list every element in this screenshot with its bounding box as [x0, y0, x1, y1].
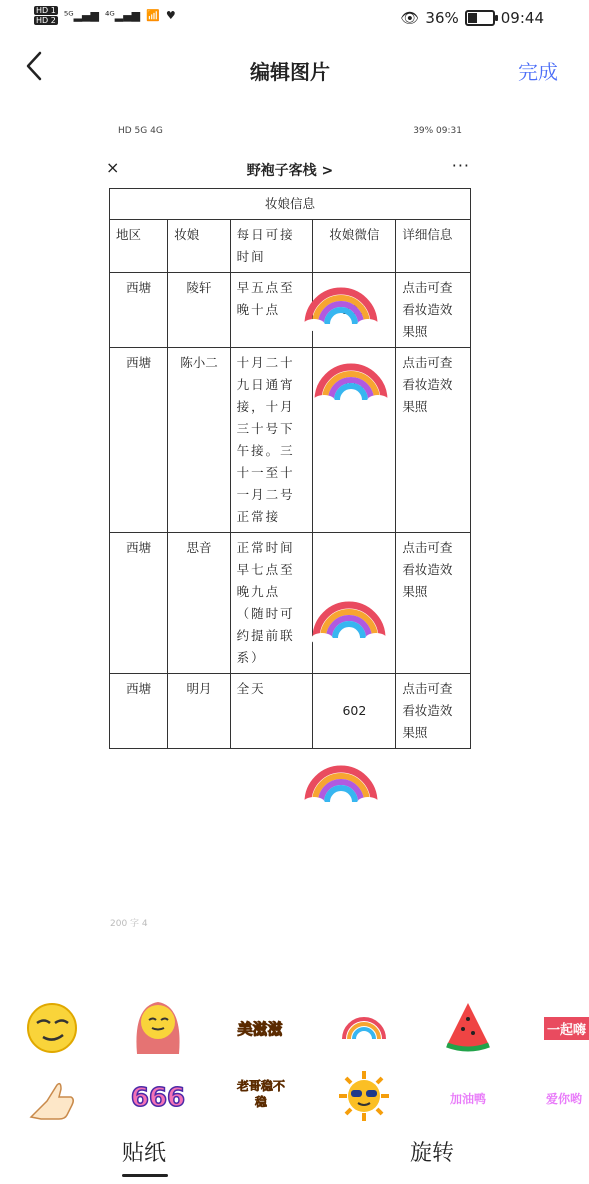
laogeweng-sticker[interactable]	[236, 1066, 286, 1122]
wifi-icon: 📶	[146, 9, 160, 22]
cell-artist: 思音	[168, 533, 230, 674]
signal-icon-2: ⁴ᴳ▂▄▆	[104, 9, 141, 22]
makeup-artist-table	[109, 188, 471, 749]
edited-image[interactable]	[106, 120, 474, 840]
faint-caption: 200 字 4	[110, 919, 148, 929]
active-tab-indicator	[122, 1174, 168, 1177]
eye-icon: 👁	[400, 9, 420, 27]
tab-stickers[interactable]: 贴纸	[122, 1141, 167, 1166]
cell-wechat: i05	[313, 348, 396, 533]
yiqi-sticker-text: 一起嗨	[544, 1017, 589, 1040]
cell-artist: 明月	[168, 674, 230, 749]
cell-time: 十月二十九日通宵接，十月三十号下午接。三十一至十一月二号正常接	[230, 348, 313, 533]
battery-percent: 36%	[425, 9, 459, 27]
embedded-status-right: 39% 09:31	[413, 126, 462, 136]
header-region: 地区	[110, 220, 168, 273]
watermelon-sticker[interactable]	[440, 998, 496, 1054]
cell-wechat: 602	[313, 674, 396, 749]
pink-text-sticker-2[interactable]	[546, 1070, 583, 1126]
header-detail: 详细信息	[396, 220, 471, 273]
status-bar	[0, 0, 580, 38]
rainbow-sticker[interactable]	[336, 1000, 392, 1056]
bottom-tabs	[0, 1126, 580, 1184]
666-sticker-text: 666	[130, 1083, 186, 1113]
cell-time: 正常时间早七点至晚九点（随时可约提前联系）	[230, 533, 313, 674]
header	[0, 50, 580, 90]
cell-region: 西塘	[110, 348, 168, 533]
watermelon-icon	[443, 999, 493, 1053]
tab-rotate[interactable]: 旋转	[410, 1141, 455, 1166]
pink-text-sticker-text: 加油鸭	[449, 1091, 486, 1106]
page-title: 编辑图片	[250, 60, 330, 84]
pink-text-sticker-2-text: 爱你哟	[546, 1091, 583, 1106]
embedded-status-bar	[118, 126, 462, 136]
meizizi-sticker[interactable]	[230, 1000, 290, 1056]
close-icon: ×	[106, 158, 120, 177]
status-right	[400, 9, 544, 27]
pink-text-sticker[interactable]	[438, 1070, 498, 1126]
header-artist: 妆娘	[168, 220, 230, 273]
battery-icon	[465, 10, 495, 26]
rainbow-sticker-placed[interactable]	[310, 594, 388, 646]
rainbow-sticker-placed[interactable]	[302, 758, 380, 810]
done-button[interactable]: 完成	[518, 60, 558, 84]
table-row	[110, 674, 471, 749]
cell-wechat: 291	[313, 273, 396, 348]
sun-sunglasses-icon	[337, 1069, 391, 1123]
table-row	[110, 533, 471, 674]
shy-face-sticker[interactable]	[130, 998, 186, 1054]
embedded-chat-header	[106, 156, 474, 184]
shy-face-icon	[131, 996, 185, 1056]
thumbs-up-sticker[interactable]	[24, 1070, 80, 1126]
table-row	[110, 348, 471, 533]
sticker-tray	[0, 990, 587, 1120]
rainbow-sticker-placed[interactable]	[312, 356, 390, 408]
cell-region: 西塘	[110, 273, 168, 348]
header-wechat: 妆娘微信	[313, 220, 396, 273]
header-time: 每日可接时间	[230, 220, 313, 273]
sun-sunglasses-sticker[interactable]	[336, 1068, 392, 1124]
signal-icon: ⁵ᴳ▂▄▆	[63, 9, 99, 22]
smirk-face-icon	[25, 1001, 79, 1055]
laogeweng-sticker-text: 老哥稳不稳	[236, 1079, 285, 1109]
meizizi-sticker-text: 美滋滋	[237, 1019, 283, 1038]
rainbow-icon	[340, 1013, 388, 1043]
cell-region: 西塘	[110, 674, 168, 749]
cell-time: 早五点至晚十点	[230, 273, 313, 348]
cell-region: 西塘	[110, 533, 168, 674]
rainbow-sticker-placed[interactable]	[302, 280, 380, 332]
signal-indicators: HD 1 HD 2 ⁵ᴳ▂▄▆ ⁴ᴳ▂▄▆ 📶 ♥	[36, 6, 176, 25]
cell-detail-link[interactable]: 点击可查看妆造效果照	[396, 273, 471, 348]
thumbs-up-icon	[27, 1075, 77, 1121]
cell-artist: 陵轩	[168, 273, 230, 348]
smirk-face-sticker[interactable]	[24, 1000, 80, 1056]
table-caption: 妆娘信息	[110, 189, 471, 220]
cell-detail-link[interactable]: 点击可查看妆造效果照	[396, 348, 471, 533]
chat-title: 野袍子客栈 >	[246, 163, 334, 179]
cell-detail-link[interactable]: 点击可查看妆造效果照	[396, 674, 471, 749]
cell-detail-link[interactable]: 点击可查看妆造效果照	[396, 533, 471, 674]
666-sticker[interactable]	[128, 1070, 188, 1126]
heart-icon: ♥	[165, 9, 176, 22]
cell-time: 全天	[230, 674, 313, 749]
cell-artist: 陈小二	[168, 348, 230, 533]
embedded-status-left: HD 5G 4G	[118, 126, 163, 136]
yiqi-sticker[interactable]	[544, 1000, 587, 1056]
table-row	[110, 273, 471, 348]
more-icon: ···	[451, 156, 470, 175]
table-header-row	[110, 220, 471, 273]
status-time: 09:44	[500, 9, 544, 27]
